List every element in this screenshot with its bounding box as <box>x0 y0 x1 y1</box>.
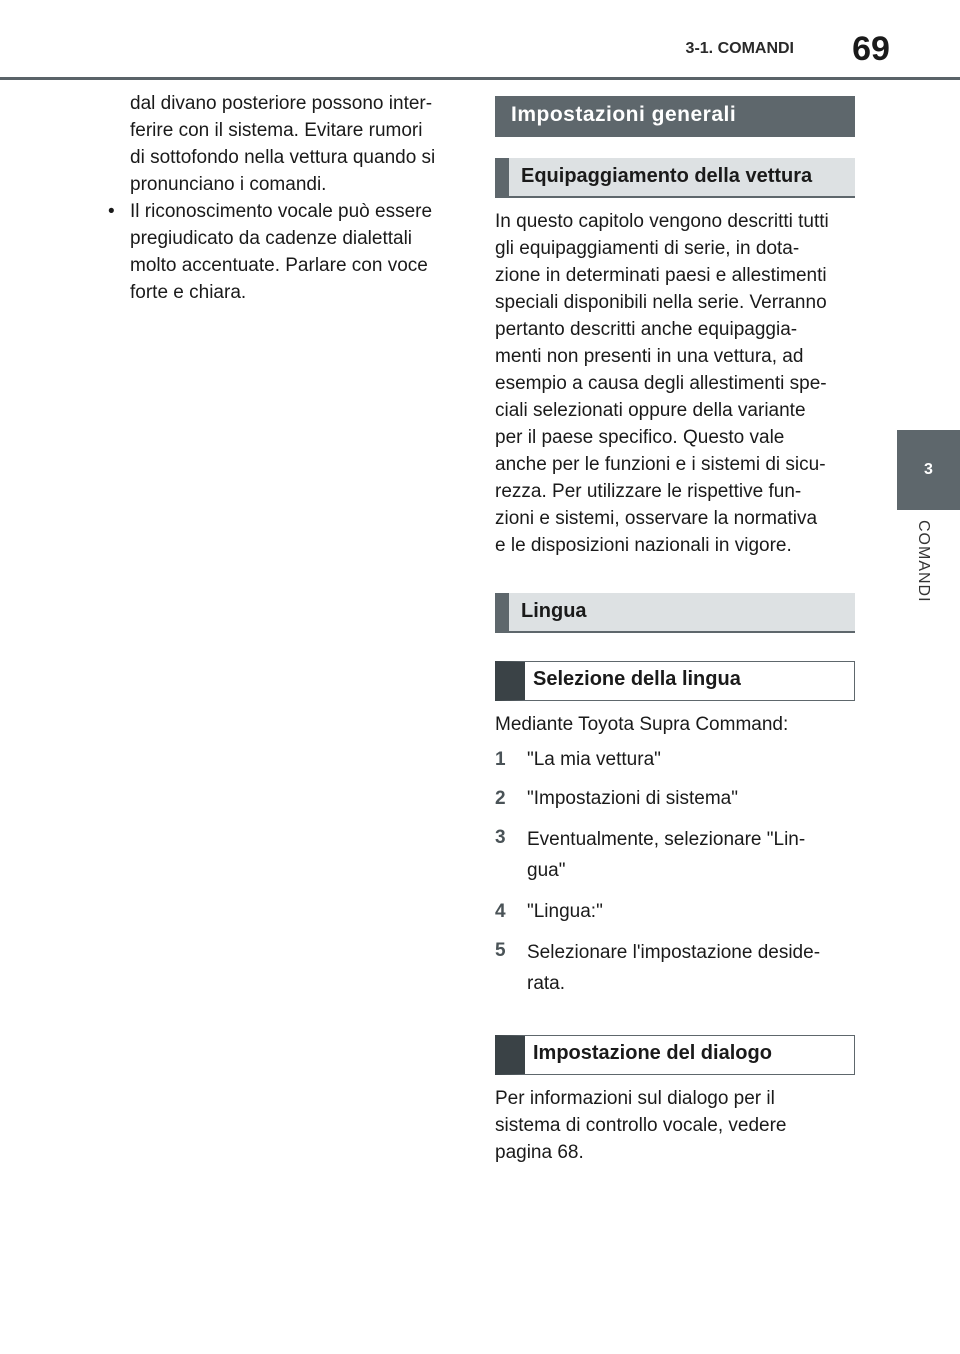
step-item <box>495 746 855 773</box>
text-line: sistema di controllo vocale, vedere <box>495 1115 787 1136</box>
step-item <box>495 785 855 812</box>
step-text: Eventualmente, selezionare "Lin- <box>527 829 806 850</box>
text-line: forte e chiara. <box>130 282 247 303</box>
equipment-paragraph <box>495 208 855 559</box>
step-number: 5 <box>495 940 506 961</box>
step-number: 1 <box>495 749 506 770</box>
page-number: 69 <box>852 30 890 68</box>
step-item <box>495 898 855 925</box>
step-text: gua" <box>527 860 566 881</box>
running-header: 3-1. COMANDI <box>685 40 794 57</box>
continued-paragraph <box>106 90 460 198</box>
step-text: rata. <box>527 973 566 994</box>
step-number: 4 <box>495 901 506 922</box>
text-line: pagina 68. <box>495 1142 584 1163</box>
text-line: ferire con il sistema. Evitare rumori <box>130 120 423 141</box>
chapter-label: COMANDI <box>915 520 932 603</box>
subsection-heading-equipment: Equipaggiamento della vettura <box>495 158 855 198</box>
text-line: speciali disponibili nella serie. Verranno <box>495 292 827 313</box>
left-column <box>106 90 460 306</box>
text-line: esempio a causa degli allestimenti spe- <box>495 373 827 394</box>
text-line: rezza. Per utilizzare le rispettive fun- <box>495 481 802 502</box>
text-line: ciali selezionati oppure della variante <box>495 400 806 421</box>
step-item <box>495 937 855 999</box>
text-line: e le disposizioni nazionali in vigore. <box>495 535 792 556</box>
text-line: di sottofondo nella vettura quando si <box>130 147 436 168</box>
topic-heading-language-selection: Selezione della lingua <box>495 661 855 701</box>
text-line: gli equipaggiamenti di serie, in dota- <box>495 238 800 259</box>
step-text: "Lingua:" <box>527 901 603 922</box>
intro-text: Mediante Toyota Supra Command: <box>495 714 789 735</box>
step-list <box>495 746 855 999</box>
text-line: Per informazioni sul dialogo per il <box>495 1088 775 1109</box>
section-heading: Impostazioni generali <box>495 96 855 137</box>
text-line: menti non presenti in una vettura, ad <box>495 346 804 367</box>
text-line: zione in determinati paesi e allestimenti <box>495 265 827 286</box>
text-line: In questo capitolo vengono descritti tutti <box>495 211 829 232</box>
chapter-tab: 3 <box>897 430 960 510</box>
text-line: pertanto descritti anche equipaggia- <box>495 319 798 340</box>
step-text: "Impostazioni di sistema" <box>527 788 738 809</box>
right-column <box>495 96 855 1166</box>
header-rule <box>0 77 960 80</box>
text-line: zioni e sistemi, osservare la normativa <box>495 508 818 529</box>
subsection-heading-language: Lingua <box>495 593 855 633</box>
text-line: pregiudicato da cadenze dialettali <box>130 228 413 249</box>
topic-heading-dialog-setting: Impostazione del dialogo <box>495 1035 855 1075</box>
step-number: 3 <box>495 827 506 848</box>
text-line: anche per le funzioni e i sistemi di sicu- <box>495 454 826 475</box>
dialog-paragraph <box>495 1085 855 1166</box>
step-text: "La mia vettura" <box>527 749 661 770</box>
text-line: molto accentuate. Parlare con voce <box>130 255 428 276</box>
bullet-dot: • <box>108 201 115 222</box>
bullet-item <box>106 198 460 306</box>
text-line: per il paese specifico. Questo vale <box>495 427 785 448</box>
text-line: pronunciano i comandi. <box>130 174 327 195</box>
step-text: Selezionare l'impostazione deside- <box>527 942 821 963</box>
step-item <box>495 824 855 886</box>
step-number: 2 <box>495 788 506 809</box>
text-line: dal divano posteriore possono inter- <box>130 93 433 114</box>
text-line: Il riconoscimento vocale può essere <box>130 201 433 222</box>
